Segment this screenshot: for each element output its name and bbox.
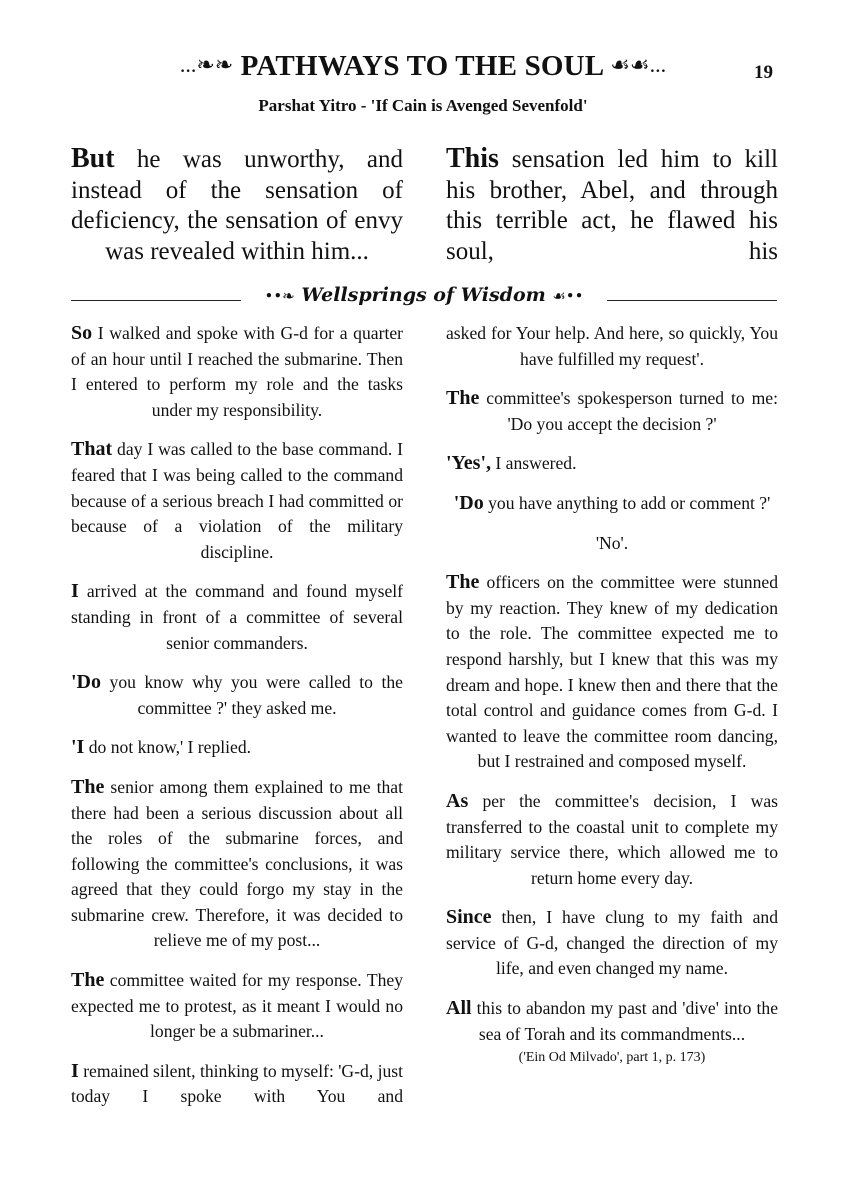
- intro-left-text: he was unworthy, and instead of the sensation of deficiency, the sensation of envy was revealed within him...: [71, 146, 403, 265]
- story-paragraph: [71, 437, 403, 565]
- paragraph-lead: I: [71, 1059, 79, 1082]
- heading-ornament-left-icon: ••❧: [264, 287, 295, 305]
- story-paragraph: [446, 905, 778, 982]
- section-title: Wellsprings of Wisdom: [301, 284, 546, 306]
- paragraph-lead: The: [71, 775, 105, 798]
- book-title: PATHWAYS TO THE SOUL: [240, 50, 603, 82]
- ornament-right-icon: ☙☙...: [610, 52, 667, 77]
- paragraph-text: I answered.: [491, 453, 577, 474]
- story-column-right: [446, 321, 778, 1067]
- intro-left-paragraph: [71, 144, 403, 267]
- paragraph-lead: 'Do: [71, 671, 101, 694]
- paragraph-text: do not know,' I replied.: [84, 737, 252, 758]
- paragraph-text: committee's spokesperson turned to me: 'Do you accept the decision ?': [479, 388, 778, 434]
- paragraph-text: senior among them explained to me that there had been a serious discussion about all the roles of the submarine forces, and following the committee's conclusions, it was agreed that they could forgo my stay in the submarine crew. Therefore, it was decided to relieve me of my post...: [71, 776, 403, 951]
- page-header: [0, 50, 846, 83]
- paragraph-text: you know why you were called to the committee ?' they asked me.: [101, 672, 403, 718]
- paragraph-text: per the committee's decision, I was transferred to the coastal unit to complete my military service there, which allowed me to return home every day.: [446, 790, 778, 888]
- story-paragraph: [71, 1059, 403, 1110]
- paragraph-text: committee waited for my response. They expected me to protest, as it meant I would no longer be a submariner...: [71, 970, 403, 1042]
- story-paragraph: [71, 775, 403, 954]
- parsha-subtitle: Parshat Yitro - 'If Cain is Avenged Sevenfold': [258, 96, 588, 115]
- paragraph-text: asked for Your help. And here, so quickly, You have fulfilled my request'.: [446, 323, 778, 369]
- story-paragraph: [446, 491, 778, 517]
- story-paragraph: [446, 386, 778, 437]
- paragraph-lead: As: [446, 789, 469, 812]
- story-paragraph: [446, 321, 778, 372]
- paragraph-text: 'No'.: [595, 532, 629, 553]
- paragraph-lead: All: [446, 997, 472, 1020]
- source-citation: ('Ein Od Milvado', part 1, p. 173): [518, 1050, 706, 1066]
- section-heading: [71, 284, 777, 306]
- paragraph-lead: That: [71, 438, 113, 461]
- story-paragraph: [446, 451, 778, 477]
- section-divider: [71, 284, 777, 314]
- paragraph-lead: The: [446, 571, 480, 594]
- paragraph-lead: The: [71, 969, 105, 992]
- story-paragraph: [446, 789, 778, 891]
- paragraph-text: arrived at the command and found myself standing in front of a committee of several senior commanders.: [71, 581, 403, 653]
- intro-right-lead: This: [446, 143, 499, 174]
- paragraph-text: remained silent, thinking to myself: 'G-d, just today I spoke with You and: [71, 1060, 404, 1107]
- paragraph-text: then, I have clung to my faith and service of G-d, changed the direction of my life, and even changed my name.: [446, 907, 778, 979]
- heading-ornament-right-icon: ☙••: [552, 287, 584, 305]
- story-column-left: [71, 321, 403, 1124]
- intro-left-lead: But: [71, 143, 115, 174]
- story-paragraph: [446, 531, 778, 557]
- story-paragraph: [71, 579, 403, 656]
- paragraph-text: I walked and spoke with G-d for a quarter of an hour until I reached the submarine. Then I entered to perform my role and the tasks under my responsibility.: [71, 323, 403, 420]
- paragraph-text: day I was called to the base command. I feared that I was being called to the command because of a serious breach I had committed or because of a violation of the military discipline.: [71, 439, 403, 562]
- story-paragraph: [71, 735, 403, 761]
- paragraph-lead: So: [71, 322, 93, 344]
- story-paragraph: [71, 968, 403, 1045]
- paragraph-lead: 'Yes',: [446, 452, 491, 475]
- paragraph-lead: 'I: [71, 736, 85, 759]
- story-paragraph: [446, 570, 778, 775]
- intro-right-text: sensation led him to kill his brother, Abel, and through this terrible act, he flawed his soul, his: [446, 146, 778, 265]
- ornament-left-icon: ...❧❧: [179, 52, 234, 77]
- intro-right-paragraph: [446, 144, 778, 267]
- paragraph-text: this to abandon my past and 'dive' into the sea of Torah and its commandments...: [471, 998, 778, 1044]
- page-number: 19: [754, 62, 773, 83]
- paragraph-lead: The: [446, 387, 480, 410]
- paragraph-text: officers on the committee were stunned by my reaction. They knew of my dedication to the role. The committee expected me to respond harshly, but I knew that this was my dream and hope. I knew then and there that the total control and guidance comes from G-d. I wanted to leave the committee room dancing, but I restrained and composed myself.: [446, 572, 778, 772]
- story-paragraph: [446, 996, 778, 1047]
- story-paragraph: [71, 670, 403, 721]
- story-paragraph: [71, 321, 403, 423]
- paragraph-text: you have anything to add or comment ?': [483, 492, 771, 513]
- paragraph-lead: Since: [446, 906, 492, 929]
- paragraph-lead: I: [71, 580, 79, 603]
- paragraph-lead: 'Do: [453, 491, 484, 514]
